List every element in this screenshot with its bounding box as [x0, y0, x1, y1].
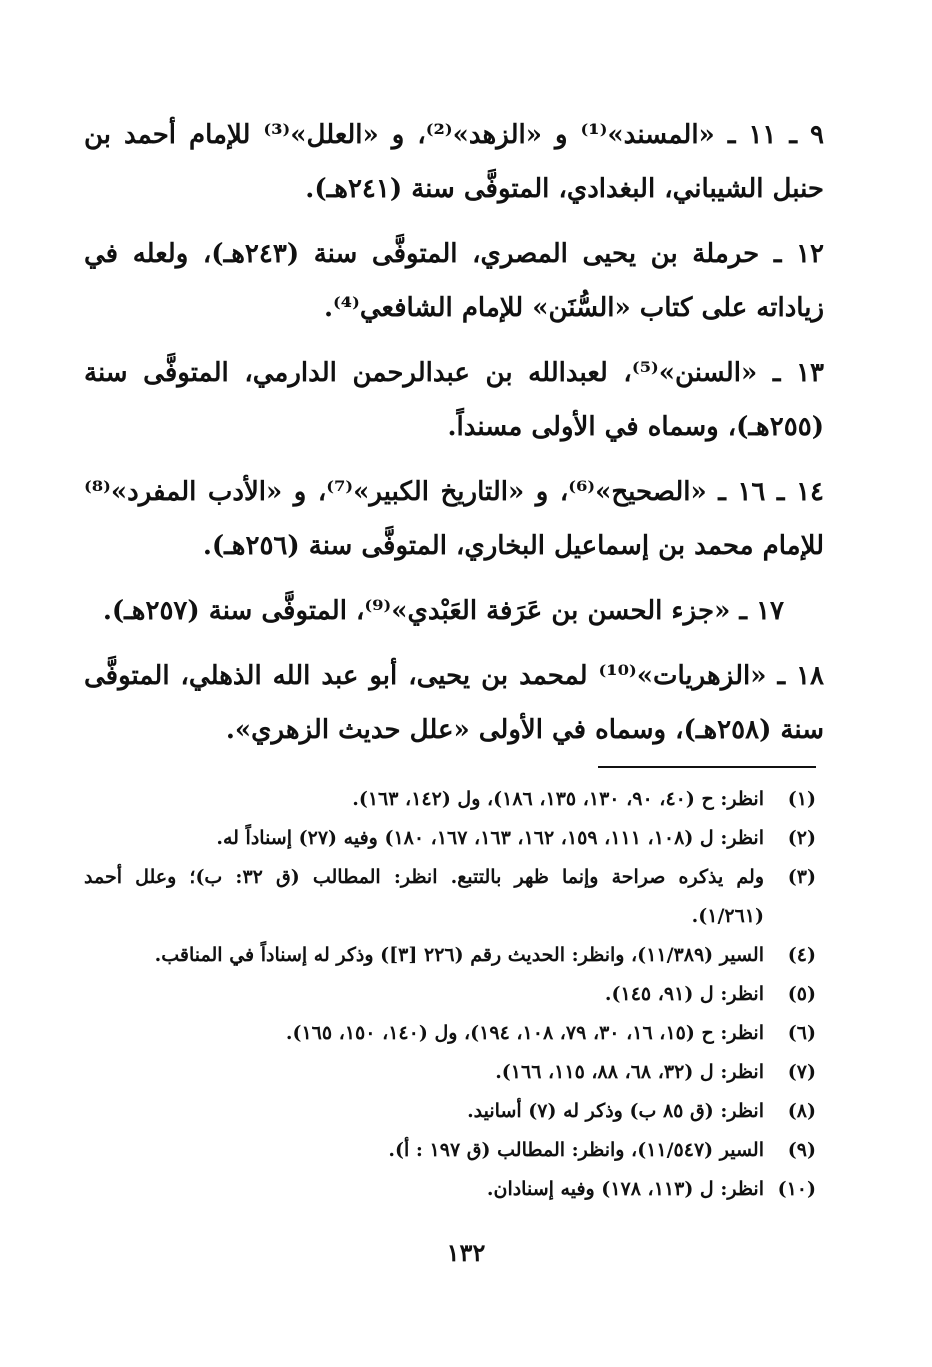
footnote-text: انظر: ل (١٠٨، ١١١، ١٥٩، ١٦٢، ١٦٣، ١٦٧، ١٨٠) وفيه (٢٧) إسناداً له. [216, 827, 764, 849]
entry-text: حرملة بن يحيى المصري، المتوفَّى سنة (٢٤٣هـ)، ولعله في زياداته على كتاب «السُّنَن» للإمام الشافعي⁽⁴⁾. [84, 239, 824, 323]
footnote-1 [84, 780, 816, 819]
footnote-text: ولم يذكره صراحة وإنما ظهر بالتتبع. انظر: المطالب (ق ٣٢: ب)؛ وعلل أحمد (١/٢٦١). [84, 866, 765, 927]
footnote-3 [84, 858, 816, 936]
entry-17 [84, 584, 824, 638]
entries-list [84, 108, 824, 768]
footnote-number: (٧) [787, 1061, 816, 1083]
entry-text: «السنن»⁽⁵⁾، لعبدالله بن عبدالرحمن الدارمي، المتوفَّى سنة (٢٥٥هـ)، وسماه في الأولى مسنداً. [84, 358, 824, 442]
entry-14-16 [84, 465, 824, 573]
footnote-9 [84, 1131, 816, 1170]
entry-18 [84, 649, 824, 757]
entry-text: «الصحيح»⁽⁶⁾، و «التاريخ الكبير»⁽⁷⁾، و «الأدب المفرد»⁽⁸⁾ للإمام محمد بن إسماعيل البخاري، المتوفَّى سنة (٢٥٦هـ). [84, 477, 824, 561]
footnote-text: انظر: ل (٩١، ١٤٥). [604, 983, 764, 1005]
footnote-2 [84, 819, 816, 858]
page-number: ١٣٢ [446, 1238, 486, 1267]
footnote-7 [84, 1053, 816, 1092]
footnote-number: (٨) [787, 1100, 816, 1122]
footnote-5 [84, 975, 816, 1014]
entry-text: «المسند»⁽¹⁾ و «الزهد»⁽²⁾، و «العلل»⁽³⁾ للإمام أحمد بن حنبل الشيباني، البغدادي، المتوفَّى سنة (٢٤١هـ). [84, 120, 824, 204]
entry-number: ١٣ ـ [772, 358, 824, 388]
entry-number: ١٤ ـ ١٦ ـ [718, 477, 824, 507]
footnotes-list [84, 780, 816, 1209]
footnote-number: (٦) [787, 1022, 816, 1044]
footnote-number: (٥) [787, 983, 816, 1005]
footnote-4 [84, 936, 816, 975]
footnote-text: انظر: ح (٤٠، ٩٠، ١٣٠، ١٣٥، ١٨٦)، ول (١٤٢، ١٦٣). [352, 788, 764, 810]
entry-number: ٩ ـ ١١ ـ [727, 120, 824, 150]
footnote-text: السير (١١/٥٤٧)، وانظر: المطالب (ق ١٩٧ : أ). [388, 1139, 764, 1161]
footnote-text: انظر: (ق ٨٥ ب) وذكر له (٧) أسانيد. [467, 1100, 764, 1122]
footnote-number: (١٠) [777, 1178, 816, 1200]
entry-12 [84, 227, 824, 335]
footnote-number: (٩) [787, 1139, 816, 1161]
entry-text: «جزء الحسن بن عَرَفة العَبْدي»⁽⁹⁾، المتوفَّى سنة (٢٥٧هـ). [102, 596, 731, 626]
entry-text: «الزهريات»⁽¹⁰⁾ لمحمد بن يحيى، أبو عبد الله الذهلي، المتوفَّى سنة (٢٥٨هـ)، وسماه في الأولى «علل حديث الزهري». [84, 661, 824, 745]
footnote-text: انظر: ل (٣٢، ٦٨، ٨٨، ١١٥، ١٦٦). [495, 1061, 764, 1083]
footnote-text: انظر: ح (١٥، ١٦، ٣٠، ٧٩، ١٠٨، ١٩٤)، ول (١٤٠، ١٥٠، ١٦٥). [285, 1022, 764, 1044]
entry-number: ١٨ ـ [777, 661, 824, 691]
footnote-text: انظر: ل (١١٣، ١٧٨) وفيه إسنادان. [486, 1178, 764, 1200]
footnote-separator [598, 766, 816, 768]
footnote-6 [84, 1014, 816, 1053]
footnote-10 [84, 1170, 816, 1209]
entry-9-11 [84, 108, 824, 216]
footnote-8 [84, 1092, 816, 1131]
entry-number: ١٢ ـ [773, 239, 824, 269]
entry-number: ١٧ ـ [739, 596, 784, 626]
footnote-number: (٢) [787, 827, 816, 849]
footnote-text: السير (١١/٣٨٩)، وانظر: الحديث رقم (٢٢٦ [٣]) وذكر له إسناداً في المناقب. [154, 944, 764, 966]
footnote-number: (١) [787, 788, 816, 810]
footnote-number: (٤) [787, 944, 816, 966]
footnote-number: (٣) [787, 866, 816, 888]
entry-13 [84, 346, 824, 454]
